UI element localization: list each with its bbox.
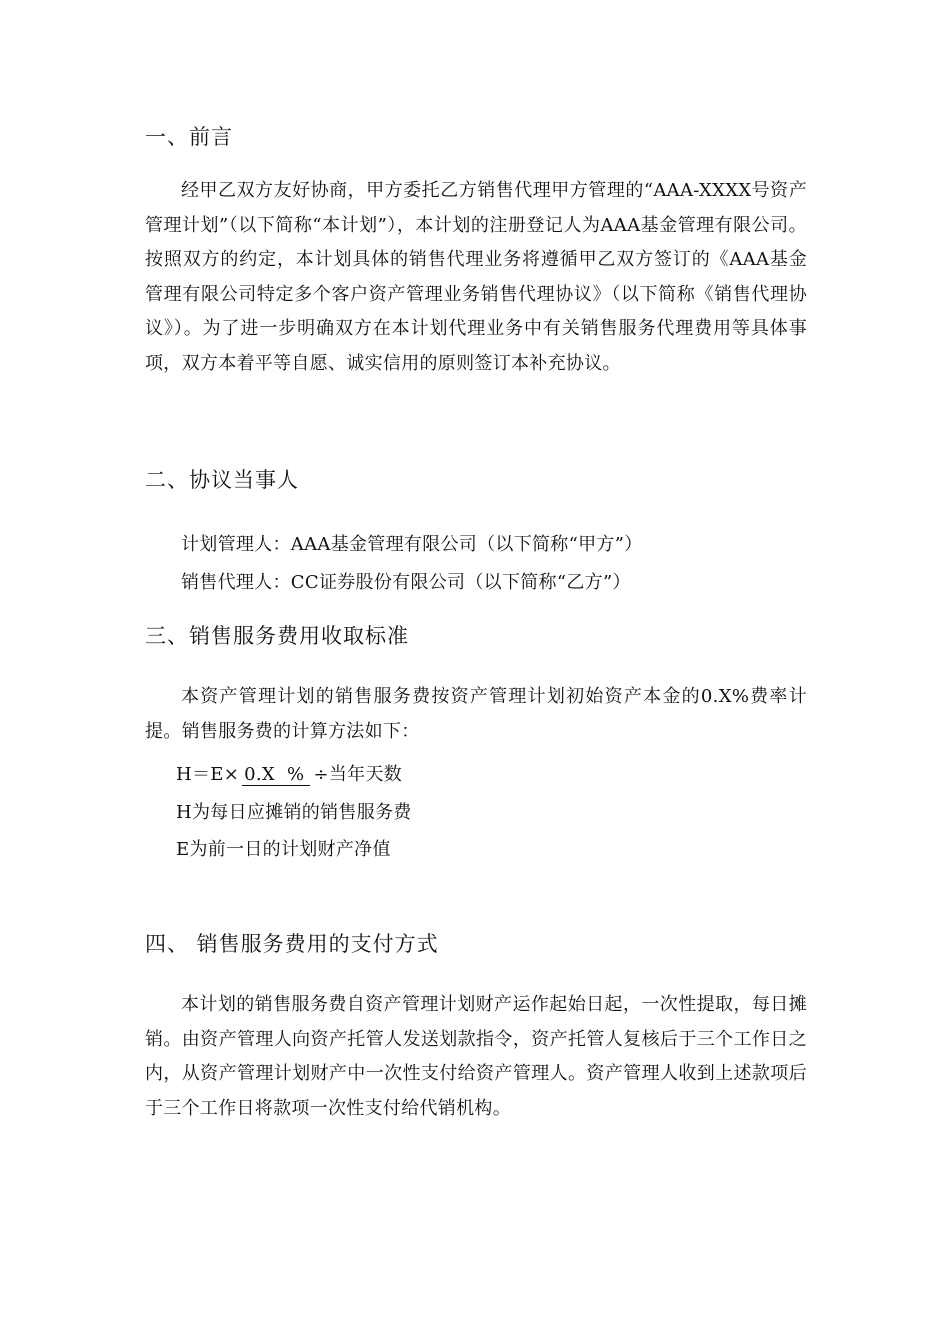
payment-method-paragraph: 本计划的销售服务费自资产管理计划财产运作起始日起，一次性提取，每日摊销。由资产管理人向资产托管人发送划款指令，资产托管人复核后于三个工作日之内，从资产管理计划财产中一次性支付给资产管理人。资产管理人收到上述款项后于三个工作日将款项一次性支付给代销机构。 [145, 994, 807, 1119]
section-heading-parties: 二、协议当事人 [145, 468, 299, 492]
party-plan-manager: 计划管理人：AAA基金管理有限公司（以下简称“甲方”） [181, 534, 643, 555]
section-heading-fee-standard: 三、销售服务费用收取标准 [145, 624, 409, 648]
fee-formula [176, 760, 402, 786]
fee-standard-paragraph: 本资产管理计划的销售服务费按资产管理计划初始资产本金的0.X%费率计提。销售服务费的计算方法如下： [145, 686, 807, 742]
preface-paragraph: 经甲乙双方友好协商，甲方委托乙方销售代理甲方管理的“AAA-XXXX号资产管理计划”（以下简称“本计划”），本计划的注册登记人为AAA基金管理有限公司。按照双方的约定，本计划具体的销售代理业务将遵循甲乙双方签订的《AAA基金管理有限公司特定多个客户资产管理业务销售代理协议》（以下简称《销售代理协议》）。为了进一步明确双方在本计划代理业务中有关销售服务代理费用等具体事项，双方本着平等自愿、诚实信用的原则签订本补充协议。 [145, 180, 807, 374]
definition-h: H为每日应摊销的销售服务费 [176, 802, 412, 823]
formula-rate: 0.X % [242, 765, 310, 786]
definition-e: E为前一日的计划财产净值 [176, 839, 391, 860]
formula-suffix: ÷当年天数 [313, 764, 403, 785]
formula-prefix: H＝E× [176, 764, 240, 785]
section-heading-payment-method: 四、 销售服务费用的支付方式 [145, 932, 439, 956]
section-heading-preface: 一、前言 [145, 125, 233, 149]
party-sales-agent: 销售代理人：CC证券股份有限公司（以下简称“乙方”） [181, 572, 631, 593]
